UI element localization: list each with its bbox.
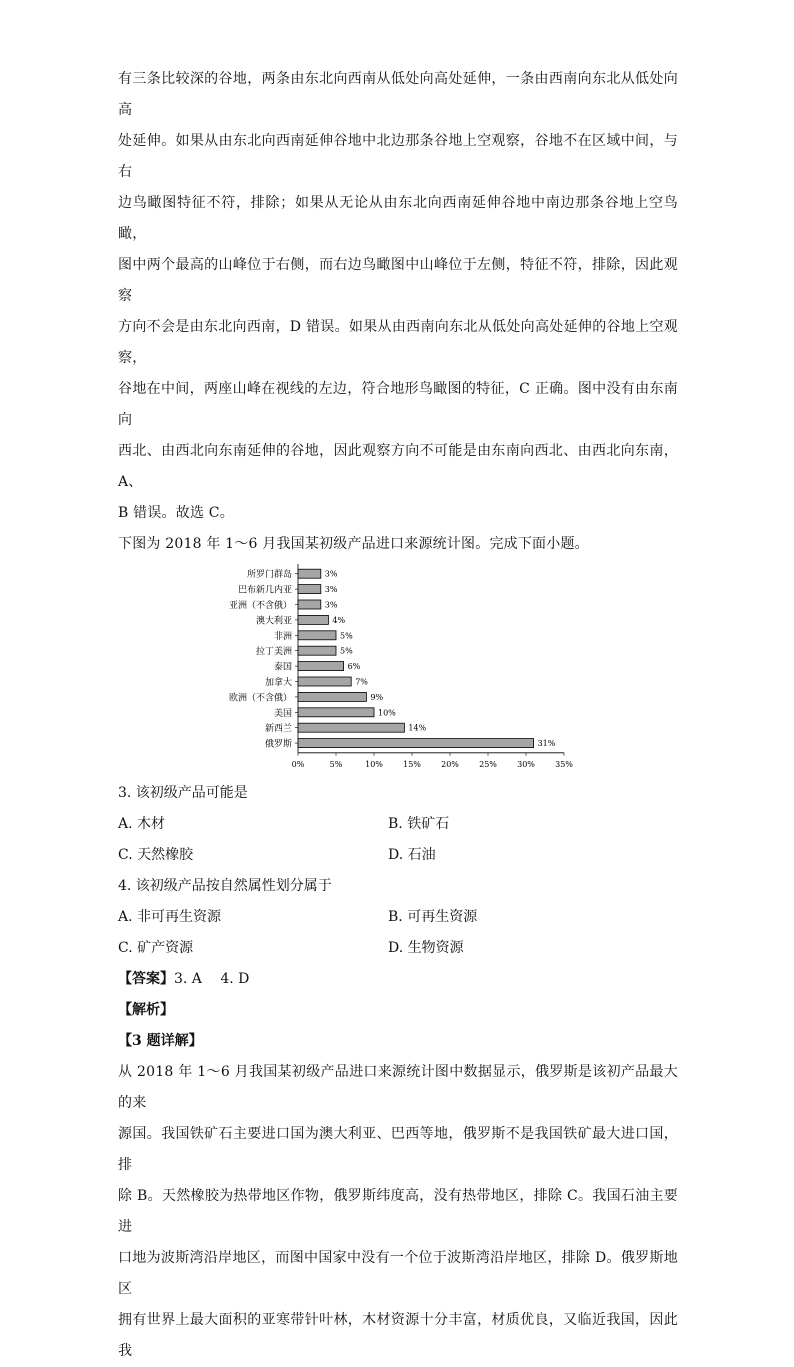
bar [298, 569, 321, 578]
bar [298, 677, 351, 686]
category-label: 俄罗斯 [264, 739, 292, 750]
question-3-options-row-2 [118, 840, 678, 871]
question-4-option-c: C. 矿产资源 [118, 940, 194, 956]
data-label: 5% [340, 631, 353, 641]
data-label: 14% [408, 723, 427, 733]
category-label: 新西兰 [264, 724, 292, 735]
category-label: 亚洲（不含俄） [228, 601, 292, 611]
value-tick-label: 0% [291, 759, 305, 769]
data-label: 9% [370, 692, 384, 702]
value-tick-label: 5% [329, 759, 343, 769]
category-label: 所罗门群岛 [246, 570, 292, 581]
question-3-option-d: D. 石油 [388, 847, 436, 863]
bar [298, 708, 374, 717]
detail-3-title [118, 1026, 678, 1057]
detail-line: 口地为波斯湾沿岸地区，而图中国家中没有一个位于波斯湾沿岸地区，排除 D。俄罗斯地区 [118, 1250, 678, 1297]
explanation-line: 处延伸。如果从由东北向西南延伸谷地中北边那条谷地上空观察，谷地不在区域中间，与右 [118, 133, 678, 180]
explanation-line: 有三条比较深的谷地，两条由东北向西南从低处向高处延伸，一条由西南向东北从低处向高 [118, 71, 678, 118]
bar [298, 646, 336, 655]
question-4-option-a: A. 非可再生资源 [118, 909, 222, 925]
bar [298, 615, 328, 624]
bar [298, 739, 534, 748]
explanation-line: 谷地在中间，两座山峰在视线的左边，符合地形鸟瞰图的特征，C 正确。图中没有由东南向 [118, 381, 678, 428]
detail-3-explanation [118, 1057, 678, 1367]
detail-line: 除 B。天然橡胶为热带地区作物，俄罗斯纬度高，没有热带地区，排除 C。我国石油主要进 [118, 1188, 678, 1235]
previous-explanation [118, 64, 678, 529]
detail-line: 从 2018 年 1～6 月我国某初级产品进口来源统计图中数据显示，俄罗斯是该初产品最大的来 [118, 1064, 678, 1111]
bar [298, 600, 321, 609]
category-label: 欧洲（不含俄） [228, 693, 292, 704]
question-3-option-a: A. 木材 [118, 816, 166, 832]
question-4-options-row-2 [118, 933, 678, 964]
bar [298, 692, 366, 701]
value-tick-label: 20% [441, 759, 459, 769]
question-4-options-row-1 [118, 902, 678, 933]
value-tick-label: 15% [403, 759, 421, 769]
value-tick-label: 10% [365, 759, 383, 769]
data-label: 5% [340, 646, 353, 656]
detail-line: 拥有世界上最大面积的亚寒带针叶林，木材资源十分丰富，材质优良，又临近我国，因此我 [118, 1312, 678, 1359]
data-label: 10% [378, 708, 396, 718]
data-label: 3% [324, 569, 338, 579]
analysis-label: 【解析】 [118, 1002, 174, 1018]
category-label: 泰国 [273, 662, 292, 673]
import-source-chart [118, 560, 678, 778]
category-label: 拉丁美洲 [255, 647, 292, 658]
analysis-line [118, 995, 678, 1026]
question-4-option-d: D. 生物资源 [388, 940, 464, 956]
question-3-option-c: C. 天然橡胶 [118, 847, 194, 863]
explanation-line: 边鸟瞰图特征不符，排除；如果从无论从由东北向西南延伸谷地中南边那条谷地上空鸟瞰， [118, 195, 678, 242]
detail-line: 源国。我国铁矿石主要进口国为澳大利亚、巴西等地，俄罗斯不是我国铁矿最大进口国，排 [118, 1126, 678, 1173]
answer-label: 【答案】 [118, 971, 174, 987]
question-3-options-row-1 [118, 809, 678, 840]
question-3-option-b: B. 铁矿石 [388, 816, 450, 832]
explanation-line: 方向不会是由东北向西南，D 错误。如果从由西南向东北从低处向高处延伸的谷地上空观察， [118, 319, 678, 366]
data-label: 4% [332, 615, 346, 625]
category-label: 美国 [273, 708, 292, 719]
category-label: 巴布新几内亚 [237, 585, 292, 596]
data-label: 3% [324, 600, 338, 610]
value-tick-label: 35% [555, 759, 573, 769]
category-label: 加拿大 [264, 678, 292, 688]
question-4-stem: 4. 该初级产品按自然属性划分属于 [118, 878, 332, 894]
explanation-line: 图中两个最高的山峰位于右侧，而右边鸟瞰图中山峰位于左侧，特征不符，排除，因此观察 [118, 257, 678, 304]
explanation-line: B 错误。故选 C。 [118, 505, 234, 521]
chart-intro: 下图为 2018 年 1～6 月我国某初级产品进口来源统计图。完成下面小题。 [118, 536, 589, 552]
bar-chart-svg [118, 560, 678, 778]
data-label: 6% [347, 662, 361, 672]
question-3-stem: 3. 该初级产品可能是 [118, 785, 248, 801]
bar [298, 585, 321, 594]
bar [298, 723, 404, 732]
detail-3-label: 【3 题详解】 [118, 1033, 203, 1049]
data-label: 31% [537, 739, 556, 749]
category-label: 澳大利亚 [255, 616, 292, 627]
data-label: 7% [355, 677, 368, 687]
document-page [118, 64, 678, 1367]
bar [298, 662, 344, 671]
value-tick-label: 30% [517, 759, 535, 769]
question-4-option-b: B. 可再生资源 [388, 909, 478, 925]
category-label: 非洲 [273, 631, 292, 642]
explanation-line: 西北、由西北向东南延伸的谷地，因此观察方向不可能是由东南向西北、由西北向东南，A、 [118, 443, 678, 490]
value-tick-label: 25% [479, 759, 497, 769]
answer-text: 3. A 4. D [174, 971, 250, 987]
bar [298, 631, 336, 640]
data-label: 3% [324, 585, 338, 595]
answer-line [118, 964, 678, 995]
